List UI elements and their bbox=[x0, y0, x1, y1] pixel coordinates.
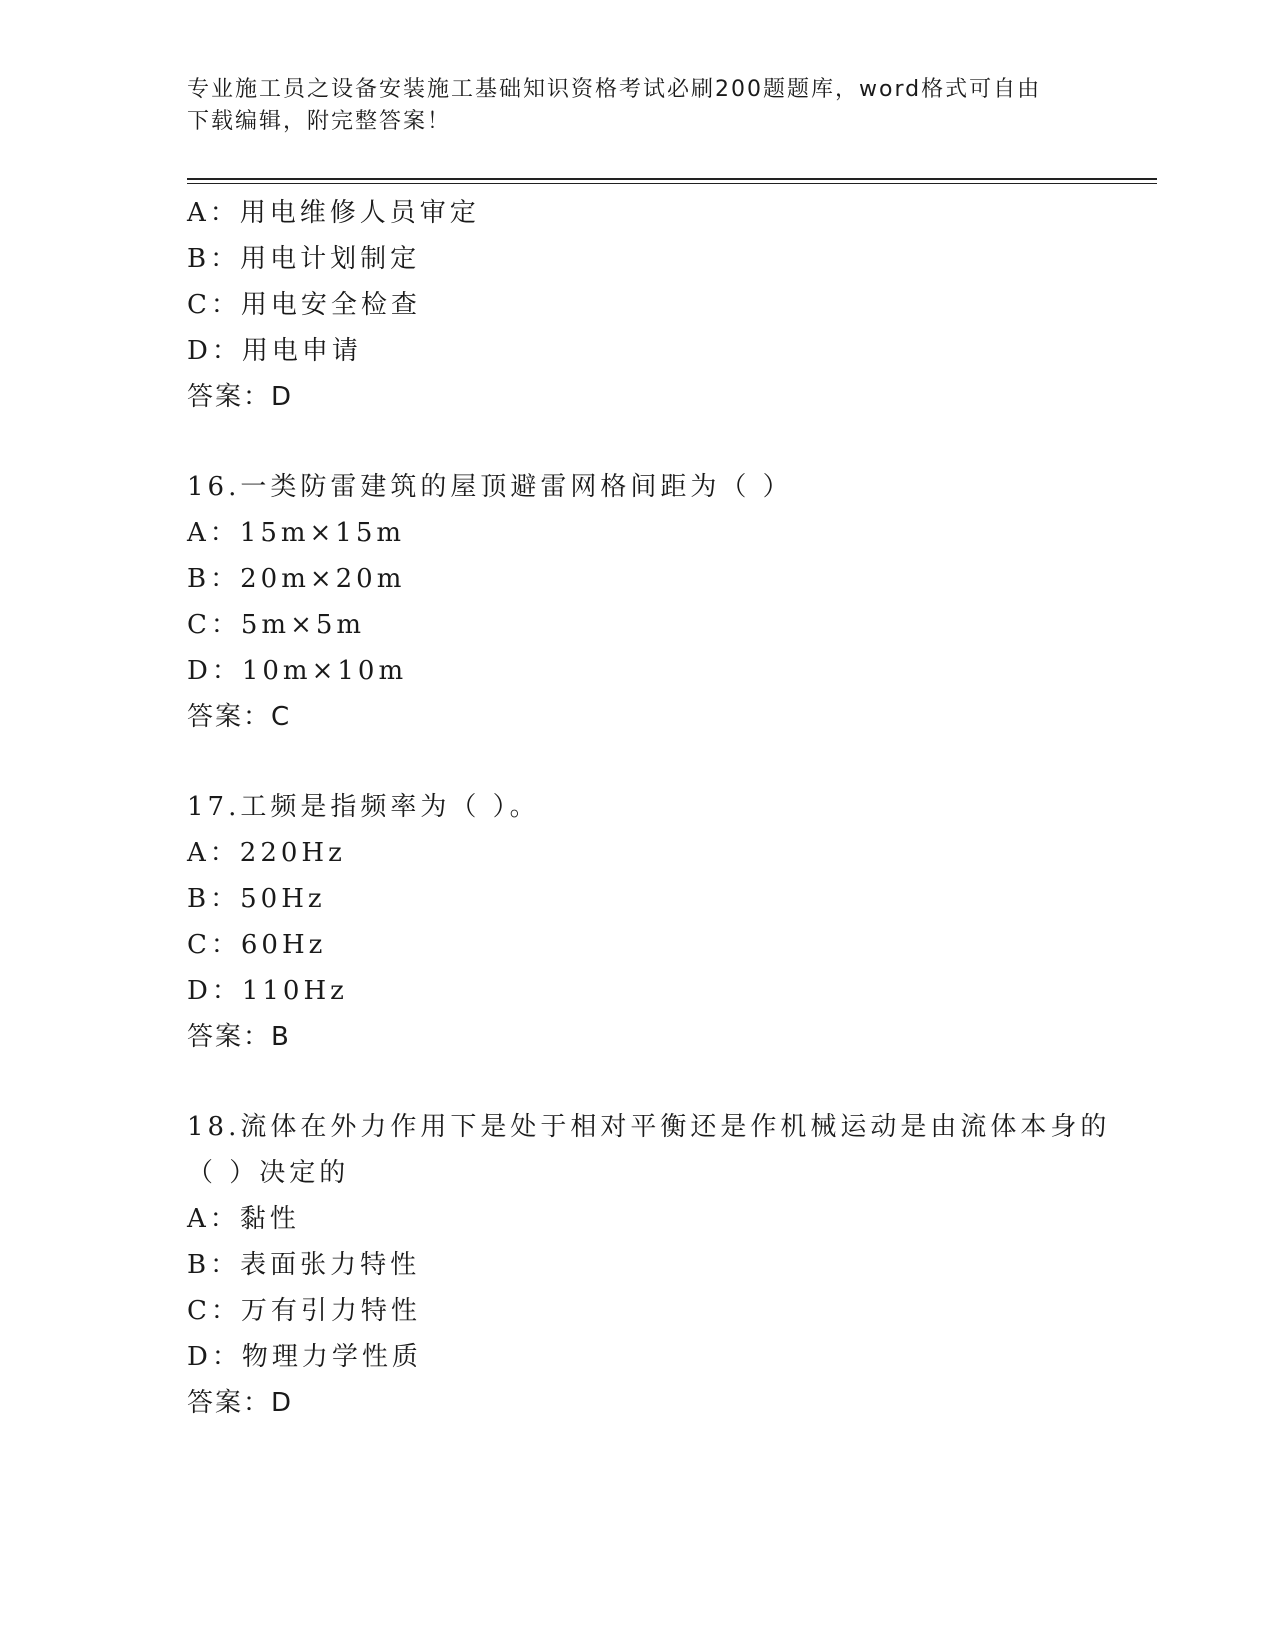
option-d: D：110Hz bbox=[187, 976, 348, 1006]
option-d: D：物理力学性质 bbox=[187, 1342, 422, 1372]
option-a: A：用电维修人员审定 bbox=[187, 198, 480, 228]
option-a: A：黏性 bbox=[187, 1204, 300, 1234]
option-b: B：50Hz bbox=[187, 884, 326, 914]
question-block-18 bbox=[187, 1104, 1111, 1426]
question-spacer bbox=[187, 420, 1087, 464]
question-block-16 bbox=[187, 464, 1087, 740]
question-block-15 bbox=[187, 190, 1087, 420]
option-d: D：用电申请 bbox=[187, 336, 362, 366]
question-spacer bbox=[187, 1060, 1087, 1104]
question-stem: 17.工频是指频率为（ ）。 bbox=[187, 792, 540, 822]
answer-line: 答案：B bbox=[187, 1022, 291, 1052]
header-divider-thin bbox=[187, 183, 1157, 184]
question-stem-line-2: （ ）决定的 bbox=[187, 1158, 350, 1188]
header-title-line-1: 专业施工员之设备安装施工基础知识资格考试必刷200题题库，word格式可自由 bbox=[187, 77, 1042, 102]
option-c: C：5m×5m bbox=[187, 610, 366, 640]
question-block-17 bbox=[187, 784, 1087, 1060]
answer-line: 答案：C bbox=[187, 702, 292, 732]
document-header bbox=[187, 74, 1067, 138]
question-stem-line-1: 18.流体在外力作用下是处于相对平衡还是作机械运动是由流体本身的 bbox=[187, 1112, 1111, 1142]
header-divider-thick bbox=[187, 178, 1157, 180]
header-title-line-2: 下载编辑，附完整答案！ bbox=[187, 109, 452, 134]
answer-line: 答案：D bbox=[187, 1388, 294, 1418]
option-a: A：15m×15m bbox=[187, 518, 406, 548]
option-b: B：20m×20m bbox=[187, 564, 406, 594]
question-stem: 16.一类防雷建筑的屋顶避雷网格间距为（ ） bbox=[187, 472, 793, 502]
option-c: C：60Hz bbox=[187, 930, 327, 960]
answer-line: 答案：D bbox=[187, 382, 294, 412]
question-spacer bbox=[187, 740, 1087, 784]
option-b: B：用电计划制定 bbox=[187, 244, 421, 274]
option-d: D：10m×10m bbox=[187, 656, 408, 686]
option-c: C：万有引力特性 bbox=[187, 1296, 421, 1326]
option-a: A：220Hz bbox=[187, 838, 346, 868]
question-list bbox=[187, 190, 1111, 1426]
option-b: B：表面张力特性 bbox=[187, 1250, 421, 1280]
option-c: C：用电安全检查 bbox=[187, 290, 421, 320]
